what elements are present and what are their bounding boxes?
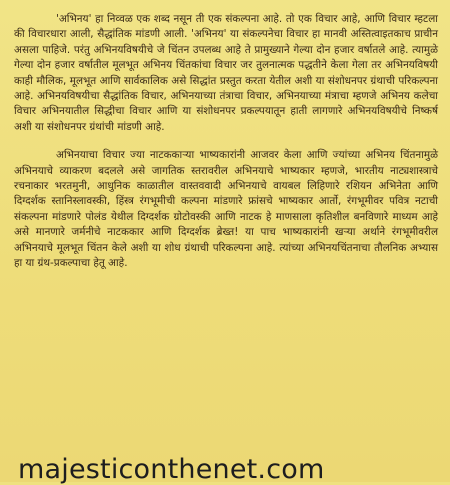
paragraph-concept-of-acting: 'अभिनय' हा निव्वळ एक शब्द नसून ती एक संकल्पना आहे. तो एक विचार आहे, आणि विचार म्हटला की विचारधारा आली, सैद्धांतिक मांडणी आली. 'अभिनय' या संकल्पनेचा विचार हा मानवी अस्तित्वाइतकाच प्राचीन असला पाहिजे. परंतु अभिनयविषयीचे जे चिंतन उपलब्ध आहे ते प्रामुख्याने गेल्या दोन हजार वर्षातले आहे. त्यामुळे गेल्या दोन हजार वर्षातील मूलभूत अभिनय चिंतकांचा विचार जर तुलनात्मक पद्धतीने केला गेला तर अभिनयविषयी काही मौलिक, मूलभूत आणि सार्वकालिक असे सिद्धांत प्रस्तुत करता येतील अशी या संशोधनपर ग्रंथाची परिकल्पना आहे. अभिनयविषयीचा सैद्धांतिक विचार, अभिनयाच्या तंत्राचा विचार, अभिनयाच्या मंत्राचा म्हणजे अभिनय कलेचा विचार अभिनयातील सिद्धीचा विचार आणि या संशोधनपर प्रकल्पयातून हाती लागणारे अभिनयविषयीचे निष्कर्ष अशी या संशोधनपर ग्रंथांची मांडणी आहे. <box>14 13 438 133</box>
paragraph-five-commentators: अभिनयाचा विचार ज्या नाटककाऱ्या भाष्यकारांनी आजवर केला आणि ज्यांच्या अभिनय चिंतनामुळे अभिनयाचे व्याकरण बदलले असे जागतिक स्तरावरील अभिनयाचे भाष्यकार म्हणजे, भारतीय नाट्यशास्त्राचे रचनाकार भरतमुनी, आधुनिक काळातील वास्तववादी अभिनयाचे वायबल लिहिणारे रशियन अभिनेता आणि दिग्दर्शक स्तानिस्लावस्की, हिंस्त्र रंगभूमीची कल्पना मांडणारे फ्रांसचे भाष्यकार आर्तो, रंगभूमीवर पवित्र नटाची संकल्पना मांडणारे पोलंड येथील दिग्दर्शक ग्रोटोवस्की आणि नाटक हे माणसाला कृतिशील बनविणारे माध्यम आहे असे मानणारे जर्मनीचे नाटककार आणि दिग्दर्शक ब्रेख्त! या पाच भाष्यकारांनी खऱ्या अर्थाने रंगभूमीवरील अभिनयाचे मूलभूत चिंतन केले अशी या शोध ग्रंथाची परिकल्पना आहे. त्यांच्या अभिनयचिंतनाचा तौलनिक अभ्यास हा या ग्रंथ-प्रकल्पाचा हेतू आहे. <box>14 149 438 270</box>
website-watermark: majesticonthenet.com <box>18 454 325 485</box>
body-text <box>14 12 438 272</box>
